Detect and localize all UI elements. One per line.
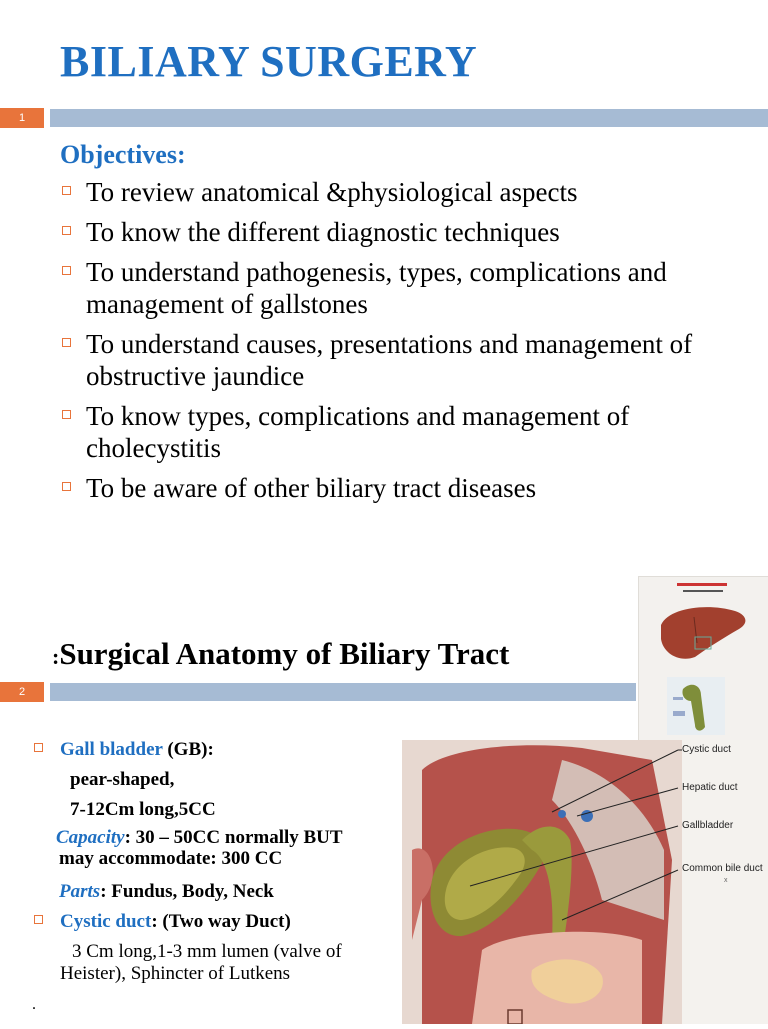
slide2-header-bar: [50, 683, 636, 701]
list-item: To be aware of other biliary tract diseases: [62, 472, 762, 504]
bullet-square-icon: [34, 743, 43, 752]
list-item: Cystic duct: (Two way Duct): [34, 908, 394, 936]
gb-line: 7-12Cm long,5CC: [70, 799, 216, 820]
cystic-line: Heister), Sphincter of Lutkens: [60, 963, 291, 984]
capacity-line: Capacity: 30 – 50CC normally BUT: [56, 827, 343, 848]
list-item: To review anatomical &physiological aspects: [62, 176, 762, 208]
label-hepatic-duct: Hepatic duct: [682, 782, 738, 793]
bullet-square-icon: [62, 338, 71, 347]
slide-number-badge: 1: [0, 108, 44, 128]
label-cystic-duct: Cystic duct: [682, 744, 731, 755]
cystic-line: 3 Cm long,1-3 mm lumen (valve of: [72, 941, 342, 962]
label-common-bile-duct: Common bile duct: [682, 863, 763, 874]
slide2-body: [34, 736, 394, 988]
bullet-square-icon: [62, 226, 71, 235]
list-item: To know types, complications and management of cholecystitis: [62, 400, 762, 464]
gb-line: pear-shaped,: [70, 769, 175, 790]
stray-dot: .: [32, 996, 36, 1013]
bullet-square-icon: [62, 266, 71, 275]
bullet-square-icon: [34, 915, 43, 924]
objectives-list: [62, 176, 762, 512]
bullet-square-icon: [62, 482, 71, 491]
label-gallbladder: Gallbladder: [682, 820, 734, 831]
slide2-number-badge: 2: [0, 682, 44, 702]
slide2-title: :Surgical Anatomy of Biliary Tract: [52, 636, 510, 671]
slide-header-bar: [50, 109, 768, 127]
list-item: To understand pathogenesis, types, complications and management of gallstones: [62, 256, 762, 320]
list-item: Gall bladder (GB):: [34, 736, 394, 764]
list-item: To know the different diagnostic techniques: [62, 216, 762, 248]
objectives-heading: Objectives:: [60, 140, 186, 169]
liver-thumbnail-image: [638, 576, 768, 744]
svg-text:x: x: [724, 877, 728, 884]
slide-title: BILIARY SURGERY: [60, 37, 478, 86]
bullet-square-icon: [62, 186, 71, 195]
parts-line: Parts: Fundus, Body, Neck: [59, 881, 274, 902]
capacity-line: may accommodate: 300 CC: [59, 848, 283, 869]
list-item: To understand causes, presentations and management of obstructive jaundice: [62, 328, 762, 392]
gallbladder-anatomy-image: [402, 740, 768, 1024]
bullet-square-icon: [62, 410, 71, 419]
